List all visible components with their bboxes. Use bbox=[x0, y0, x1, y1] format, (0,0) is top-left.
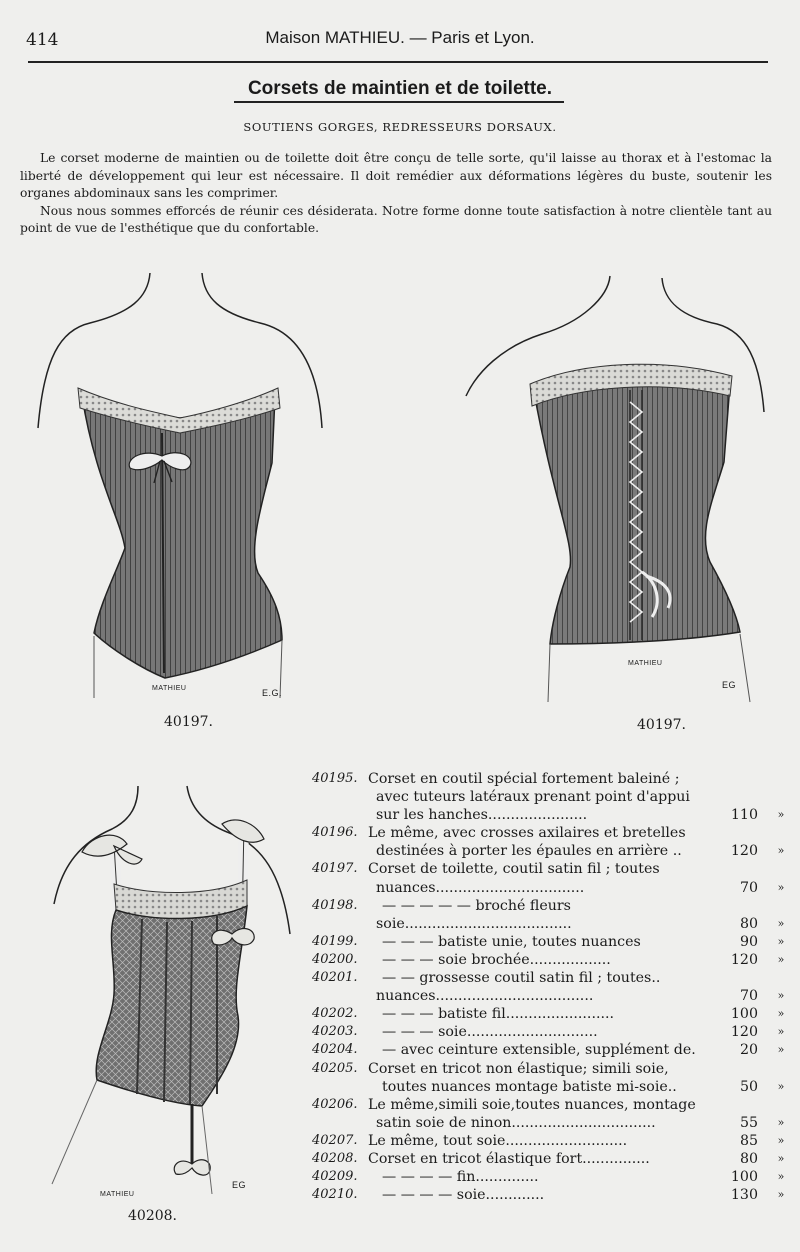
item-reference: 40210. bbox=[312, 1187, 358, 1203]
item-description: Corset en coutil spécial fortement baleiné ; bbox=[368, 771, 680, 787]
item-description: nuances................................... bbox=[376, 988, 594, 1005]
corset-back-illustration bbox=[462, 272, 772, 704]
price-list-row bbox=[312, 770, 788, 788]
price-list-row bbox=[312, 1078, 788, 1096]
price-list-row bbox=[312, 788, 788, 806]
ditto-mark: » bbox=[777, 916, 785, 930]
ditto-mark: » bbox=[777, 1043, 785, 1057]
item-description: — — — — soie............. bbox=[382, 1187, 545, 1204]
item-description: — — — batiste unie, toutes nuances bbox=[382, 933, 641, 950]
item-description: Le même, tout soie........................... bbox=[368, 1132, 628, 1149]
item-price: 85 bbox=[739, 1132, 758, 1149]
item-description: Corset en tricot non élastique; simili soie, bbox=[368, 1060, 669, 1077]
item-reference: 40208. bbox=[312, 1150, 358, 1166]
item-description: Corset en tricot élastique fort............... bbox=[368, 1150, 650, 1167]
illustrator-monogram: EG bbox=[722, 680, 737, 690]
price-list-row bbox=[312, 1186, 788, 1204]
intro-paragraph: Nous nous sommes efforcés de réunir ces désiderata. Notre forme donne toute satisfaction à notre clientèle tant au point de vue de l'esthétique que du confortable. bbox=[20, 203, 772, 236]
ditto-mark: » bbox=[777, 1025, 785, 1039]
illustrator-signature: MATHIEU bbox=[628, 660, 663, 667]
item-price: 90 bbox=[739, 933, 758, 950]
price-list-row bbox=[312, 860, 788, 878]
item-price: 50 bbox=[739, 1078, 758, 1095]
price-list-row bbox=[312, 969, 788, 987]
item-description: avec tuteurs latéraux prenant point d'appui bbox=[376, 789, 690, 806]
intro-paragraph: Le corset moderne de maintien ou de toilette doit être conçu de telle sorte, qu'il laisse au thorax et à l'estomac la liberté de développement qui leur est nécessaire. Il doit remédier aux déformations légères du buste, soutenir les organes abdominaux sans les comprimer. bbox=[20, 151, 772, 201]
title-underline bbox=[234, 101, 564, 103]
item-description: — — — soie brochée.................. bbox=[382, 951, 611, 968]
item-reference: 40206. bbox=[312, 1096, 358, 1112]
item-price: 70 bbox=[739, 879, 758, 896]
price-list-row bbox=[312, 1114, 788, 1132]
figure-caption-tricot: 40208. bbox=[128, 1208, 177, 1224]
item-price: 55 bbox=[739, 1114, 758, 1131]
item-reference: 40200. bbox=[312, 951, 358, 967]
item-reference: 40207. bbox=[312, 1132, 358, 1148]
item-description: satin soie de ninon................................ bbox=[376, 1114, 656, 1131]
item-description: Le même, avec crosses axilaires et bretelles bbox=[368, 825, 686, 842]
item-description: toutes nuances montage batiste mi-soie.. bbox=[382, 1078, 677, 1095]
item-reference: 40199. bbox=[312, 933, 358, 949]
item-reference: 40201. bbox=[312, 970, 358, 986]
item-reference: 40209. bbox=[312, 1169, 358, 1185]
ditto-mark: » bbox=[777, 1188, 785, 1202]
item-reference: 40198. bbox=[312, 897, 358, 913]
section-title: Corsets de maintien et de toilette. bbox=[247, 78, 553, 99]
item-price: 110 bbox=[730, 807, 758, 824]
ditto-mark: » bbox=[777, 1133, 785, 1147]
ditto-mark: » bbox=[777, 844, 785, 858]
ditto-mark: » bbox=[777, 1151, 785, 1165]
item-price: 100 bbox=[730, 1169, 758, 1186]
price-list-row bbox=[312, 933, 788, 951]
corset-front-illustration bbox=[30, 268, 330, 708]
item-price: 100 bbox=[730, 1006, 758, 1023]
item-price: 120 bbox=[730, 843, 758, 860]
item-description: destinées à porter les épaules en arrière .. bbox=[376, 843, 682, 860]
illustrator-monogram: E.G. bbox=[262, 688, 283, 698]
item-price: 80 bbox=[739, 1150, 758, 1167]
price-list-row bbox=[312, 842, 788, 860]
ditto-mark: » bbox=[777, 808, 785, 822]
price-list-row bbox=[312, 879, 788, 897]
ditto-mark: » bbox=[777, 1079, 785, 1093]
price-list-row bbox=[312, 987, 788, 1005]
item-description: — avec ceinture extensible, supplément de. bbox=[382, 1042, 696, 1059]
price-list-row bbox=[312, 824, 788, 842]
item-price: 120 bbox=[730, 1024, 758, 1041]
item-description: soie..................................... bbox=[376, 915, 572, 932]
illustrator-signature: MATHIEU bbox=[100, 1191, 135, 1198]
item-reference: 40204. bbox=[312, 1042, 358, 1058]
item-reference: 40195. bbox=[312, 771, 358, 786]
item-description: nuances................................. bbox=[376, 879, 585, 896]
item-price: 20 bbox=[739, 1042, 758, 1059]
price-list-row bbox=[312, 806, 788, 824]
ditto-mark: » bbox=[777, 1115, 785, 1129]
item-reference: 40205. bbox=[312, 1060, 358, 1076]
ditto-mark: » bbox=[777, 1007, 785, 1021]
price-list-row bbox=[312, 1096, 788, 1114]
item-reference: 40197. bbox=[312, 861, 358, 877]
item-price: 120 bbox=[730, 951, 758, 968]
corset-tricot-illustration bbox=[42, 784, 302, 1200]
item-description: — — — — fin.............. bbox=[382, 1169, 539, 1186]
price-list-row bbox=[312, 951, 788, 969]
running-header: Maison MATHIEU. — Paris et Lyon. bbox=[265, 28, 535, 47]
ditto-mark: » bbox=[777, 880, 785, 894]
item-description: — — — soie............................. bbox=[382, 1024, 598, 1041]
price-list-row bbox=[312, 1132, 788, 1150]
item-price: 130 bbox=[730, 1187, 758, 1204]
figure-caption-back: 40197. bbox=[637, 717, 686, 733]
ditto-mark: » bbox=[777, 934, 785, 948]
ditto-mark: » bbox=[777, 1170, 785, 1184]
item-description: sur les hanches...................... bbox=[376, 807, 588, 824]
price-list-row bbox=[312, 1023, 788, 1041]
header-rule bbox=[28, 61, 768, 63]
price-list-row bbox=[312, 897, 788, 915]
item-description: — — — batiste fil........................ bbox=[382, 1006, 614, 1023]
price-list-row bbox=[312, 1150, 788, 1168]
item-description: — — grossesse coutil satin fil ; toutes.. bbox=[382, 970, 661, 987]
illustrator-signature: MATHIEU bbox=[152, 685, 187, 692]
price-list-row bbox=[312, 1005, 788, 1023]
item-price: 80 bbox=[739, 915, 758, 932]
section-subtitle: SOUTIENS GORGES, REDRESSEURS DORSAUX. bbox=[243, 120, 557, 134]
item-description: — — — — — broché fleurs bbox=[382, 897, 571, 914]
price-list-row bbox=[312, 915, 788, 933]
item-reference: 40202. bbox=[312, 1006, 358, 1022]
intro-text bbox=[20, 150, 772, 238]
price-list-row bbox=[312, 1168, 788, 1186]
item-description: Corset de toilette, coutil satin fil ; toutes bbox=[368, 861, 660, 878]
item-description: Le même,simili soie,toutes nuances, montage bbox=[368, 1096, 696, 1113]
price-list bbox=[312, 770, 788, 1204]
ditto-mark: » bbox=[777, 952, 785, 966]
price-list-row bbox=[312, 1041, 788, 1059]
figure-caption-front: 40197. bbox=[164, 714, 213, 730]
ditto-mark: » bbox=[777, 989, 785, 1003]
price-list-row bbox=[312, 1060, 788, 1078]
illustrator-monogram: EG bbox=[232, 1180, 247, 1190]
item-reference: 40196. bbox=[312, 825, 358, 841]
page-number: 414 bbox=[26, 30, 59, 50]
item-price: 70 bbox=[739, 988, 758, 1005]
item-reference: 40203. bbox=[312, 1024, 358, 1040]
